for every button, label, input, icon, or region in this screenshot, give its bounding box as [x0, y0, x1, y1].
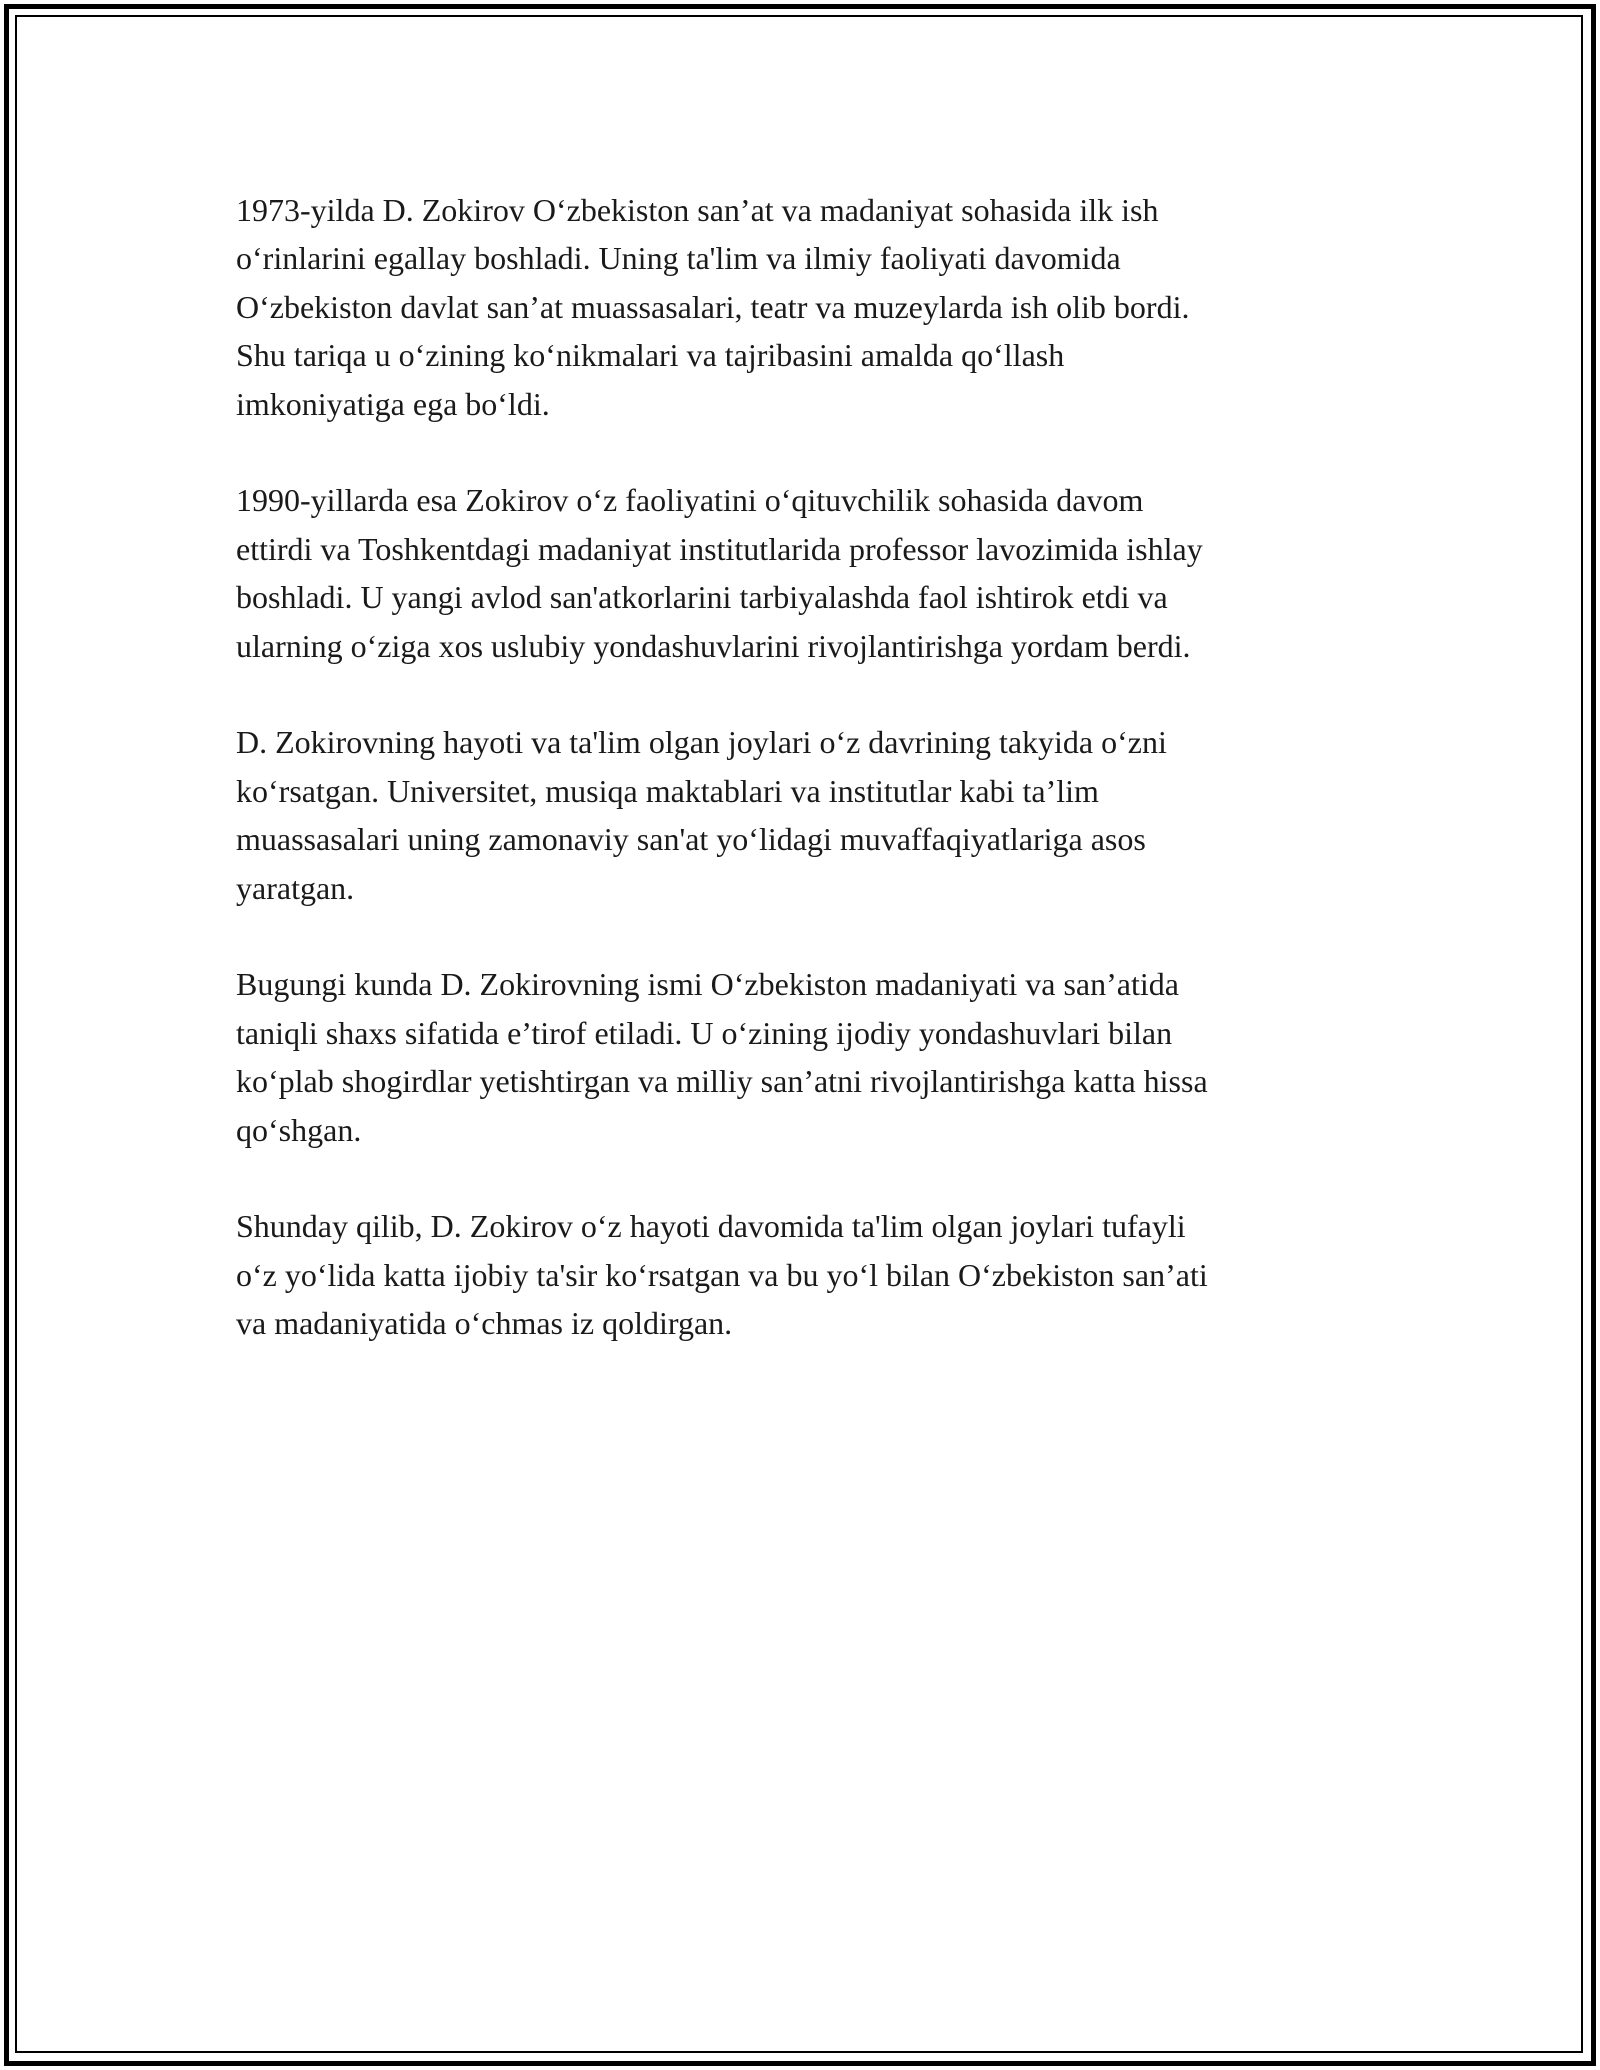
- paragraph-2: 1990-yillarda esa Zokirov o‘z faoliyatini o‘qituvchilik sohasida davom ettirdi va Toshkentdagi madaniyat institutlarida professor lavozimida ishlay boshladi. U yangi avlod san'atkorlarini tarbiyalashda faol ishtirok etdi va ularning o‘ziga xos uslubiy yondashuvlarini rivojlantirishga yordam berdi.: [236, 482, 1203, 664]
- paragraph-3: D. Zokirovning hayoti va ta'lim olgan joylari o‘z davrining takyida o‘zni ko‘rsatgan. Universitet, musiqa maktablari va institutlar kabi ta’lim muassasalari uning zamonaviy san'at yo‘lidagi muvaffaqiyatlariga asos yaratgan.: [236, 724, 1167, 906]
- paragraph-5: Shunday qilib, D. Zokirov o‘z hayoti davomida ta'lim olgan joylari tufayli o‘z yo‘lida katta ijobiy ta'sir ko‘rsatgan va bu yo‘l bilan O‘zbekiston san’ati va madaniyatida o‘chmas iz qoldirgan.: [236, 1208, 1208, 1342]
- paragraph-4: Bugungi kunda D. Zokirovning ismi O‘zbekiston madaniyati va san’atida taniqli shaxs sifatida e’tirof etiladi. U o‘zining ijodiy yondashuvlari bilan ko‘plab shogirdlar yetishtirgan va milliy san’atni rivojlantirishga katta hissa qo‘shgan.: [236, 966, 1208, 1148]
- document-body: [236, 186, 1366, 1396]
- paragraph-1: 1973-yilda D. Zokirov O‘zbekiston san’at va madaniyat sohasida ilk ish o‘rinlarini egallay boshladi. Uning ta'lim va ilmiy faoliyati davomida O‘zbekiston davlat san’at muassasalari, teatr va muzeylarda ish olib bordi. Shu tariqa u o‘zining ko‘nikmalari va tajribasini amalda qo‘llash imkoniyatiga ega bo‘ldi.: [236, 192, 1190, 422]
